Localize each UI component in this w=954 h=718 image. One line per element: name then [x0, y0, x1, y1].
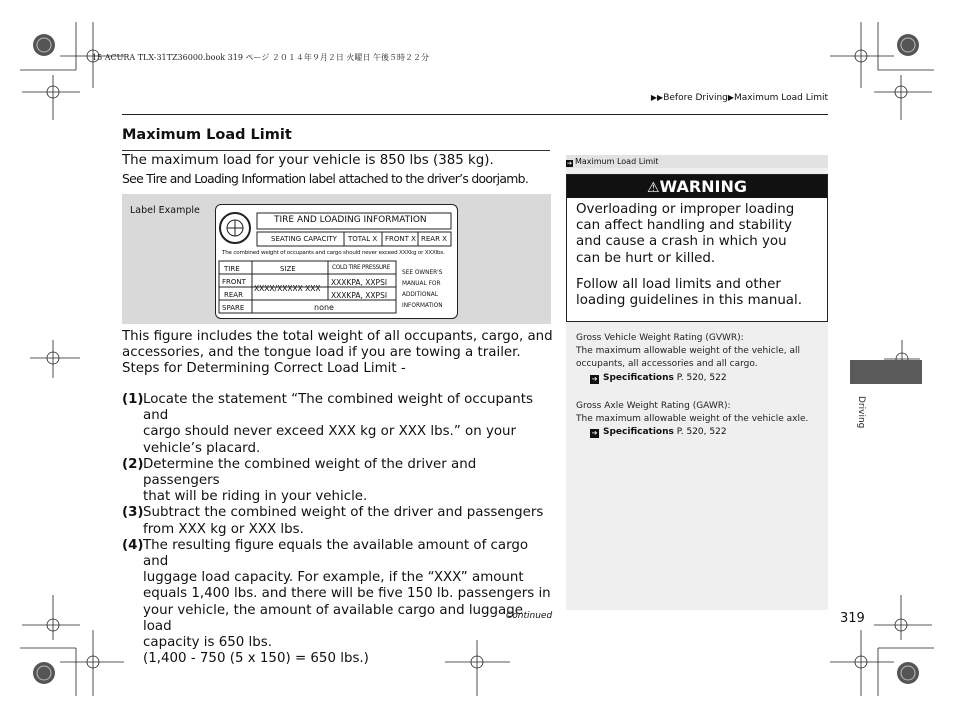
label-col-pressure: COLD TIRE PRESSURE — [332, 265, 391, 271]
label-total: TOTAL X — [348, 235, 378, 243]
label-size-value: XXXX/XXXXX XXX — [254, 284, 321, 293]
step-2: (2) Determine the combined weight of the driver and passengers that will be riding in your vehicle. — [122, 456, 477, 505]
label-rear: REAR X — [421, 235, 447, 243]
sidebar-head-text: ➔ Maximum Load Limit — [566, 157, 659, 167]
label-combined: The combined weight of occupants and cargo should never exceed XXXkg or XXXlbs. — [222, 250, 445, 256]
section-tab-label: Driving — [856, 396, 866, 429]
step-3: (3) Subtract the combined weight of the driver and passengers from XXX kg or XXX lbs. — [122, 505, 544, 537]
breadcrumb-item-before-driving: Before Driving — [663, 93, 728, 103]
xref-arrow-icon: ➔ — [591, 429, 598, 437]
section-tab[interactable] — [850, 360, 922, 384]
gawr-specifications-link[interactable]: ➔ Specifications P. 520, 522 — [591, 427, 727, 437]
label-pressure-front: XXXKPA, XXPSI — [331, 278, 388, 287]
xref-arrow-icon: ➔ — [566, 160, 573, 167]
body-paragraph: This figure includes the total weight of all occupants, cargo, and accessories, and the tongue load if you are towing a trailer. Steps for Determining Correct Load Limit - — [122, 329, 553, 377]
gvwr-specifications-link[interactable]: ➔ Specifications P. 520, 522 — [591, 373, 727, 383]
warning-header — [567, 175, 827, 198]
intro-text: The maximum load for your vehicle is 850 lbs (385 kg). — [122, 153, 494, 168]
breadcrumb-arrows: ▶▶ — [650, 93, 664, 102]
breadcrumb-item-maximum-load-limit: Maximum Load Limit — [734, 93, 828, 103]
label-row-front: FRONT — [222, 278, 246, 286]
tire-loading-label — [215, 204, 458, 319]
section-title: Maximum Load Limit — [122, 127, 292, 143]
print-header: 15 ACURA TLX-31TZ36000.book 319 ページ ２０１４年９月２日 火曜日 午後５時２２分 — [92, 53, 429, 62]
label-col-size: SIZE — [280, 265, 296, 273]
label-header: TIRE AND LOADING INFORMATION — [274, 215, 427, 225]
label-row-spare: SPARE — [222, 304, 245, 312]
label-col-tire: TIRE — [224, 265, 240, 273]
label-see-manual: SEE OWNER'S MANUAL FOR ADDITIONAL INFORMATION — [402, 270, 443, 309]
xref-arrow-icon: ➔ — [591, 375, 598, 383]
label-seating: SEATING CAPACITY — [271, 235, 337, 243]
header-rule — [122, 114, 828, 115]
title-rule — [122, 150, 550, 151]
label-front: FRONT X — [385, 235, 416, 243]
intro-subtext: See Tire and Loading Information label attached to the driver’s doorjamb. — [122, 171, 529, 186]
label-spare-value: none — [314, 303, 334, 312]
label-pressure-rear: XXXKPA, XXPSI — [331, 291, 388, 300]
warning-paragraph-1: Overloading or improper loading can affect handling and stability and cause a crash in which you can be hurt or killed. — [576, 202, 795, 266]
label-row-rear: REAR — [224, 291, 243, 299]
warning-paragraph-2: Follow all load limits and other loading guidelines in this manual. — [576, 277, 802, 309]
figure-caption: Label Example — [130, 205, 200, 216]
gvwr-block: Gross Vehicle Weight Rating (GVWR): The maximum allowable weight of the vehicle, all occupants, all accessories and all cargo. — [576, 333, 800, 369]
steps-list — [122, 392, 552, 667]
page-number: 319 — [840, 611, 865, 626]
continued-label: Continued — [506, 611, 553, 621]
warning-triangle-icon: ⚠ — [646, 180, 660, 196]
gawr-block: Gross Axle Weight Rating (GAWR): The maximum allowable weight of the vehicle axle. — [576, 401, 809, 424]
breadcrumb — [651, 93, 828, 103]
step-4: (4) The resulting figure equals the available amount of cargo and luggage load capacity. For example, if the “XXX” amount equals 1,400 lbs. and there will be five 150 lb. passengers in your vehicle, the amount of available cargo and luggage load capacity is 650 lbs. (1,400 - 750 (5 x 150) = 650 lbs.) — [122, 537, 551, 667]
warning-title: WARNING — [659, 177, 748, 196]
step-1: (1) Locate the statement “The combined weight of occupants and cargo should never exceed XXX kg or XXX lbs.” on your vehicle’s placard. — [122, 392, 533, 456]
breadcrumb-separator: ▶ — [727, 93, 735, 102]
